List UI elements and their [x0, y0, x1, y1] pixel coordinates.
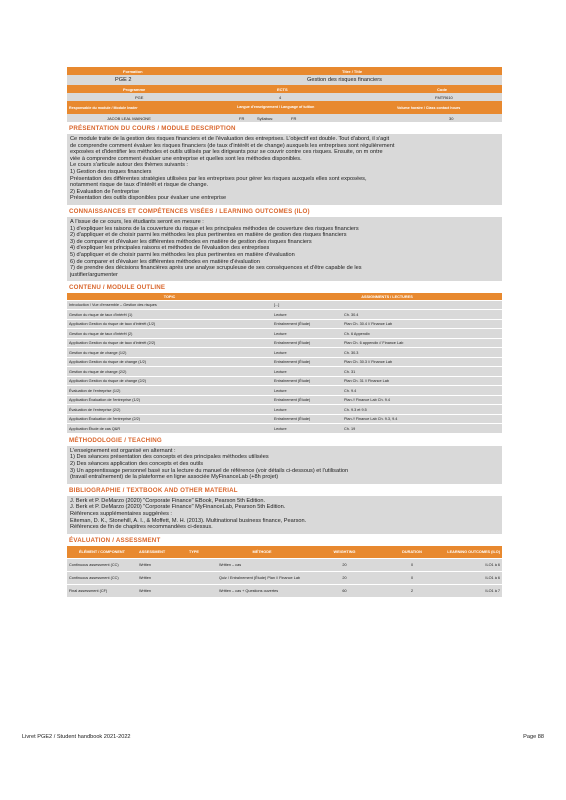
outline-topic: Évaluation de l'entreprise (2/2): [67, 405, 272, 415]
outline-assignment-type: Entraînement (Étude): [272, 338, 342, 348]
methodologie-line: L'enseignement est organisé en alternant :: [70, 447, 176, 454]
formation-value: PGE 2: [115, 77, 132, 83]
assessment-header-row: [67, 546, 502, 559]
outline-assignment-type: Entraînement (Étude): [272, 319, 342, 329]
duration-header: DURATION: [382, 546, 442, 559]
presentation-box: [67, 134, 502, 205]
bibliographie-line: J. Berk et P. DeMarzo (2020) "Corporate Finance" MyFinanceLab, Pearson 5th Edition.: [70, 504, 286, 511]
contenu-title: CONTENU / MODULE OUTLINE: [69, 284, 166, 292]
outline-row: [67, 367, 502, 377]
assessment-row: [67, 585, 502, 598]
assessment-ilo: ILO1 à 6: [442, 572, 502, 585]
outline-assignment-ref: Ch. 9.4: [342, 386, 502, 396]
assessment-weighting: 20: [307, 559, 382, 572]
topic-header: TOPIC: [67, 293, 272, 300]
outline-assignment-ref: Ch. 6 Appendix: [342, 329, 502, 339]
presentation-line: 2) Évaluation de l'entreprise: [70, 188, 140, 195]
assessment-row: [67, 572, 502, 585]
info-value-row-3: [67, 114, 502, 122]
assessment-method: Written – cas: [217, 559, 307, 572]
assessment-header: ASSESSMENT: [137, 546, 187, 559]
presentation-line: Présentation des différentes stratégies utilisées par les entreprises pour gérer les risques auxquels elles sont exposées,: [70, 175, 367, 182]
competences-line: 5) d'appliquer et de choisir parmi les méthodes les plus pertinentes en matière d'évaluation: [70, 251, 295, 258]
outline-topic: Application Gestion du risque de change (1/2): [67, 357, 272, 367]
outline-row: [67, 386, 502, 396]
outline-row: [67, 424, 502, 434]
outline-header-row: [67, 293, 502, 300]
info-value-row-1: [67, 75, 502, 85]
title-label: Titre / Title: [342, 68, 363, 74]
assessment-element: Continuous assessment (CC): [67, 559, 137, 572]
assessment-ilo: ILO1 à 7: [442, 585, 502, 598]
competences-box: [67, 217, 502, 281]
methodologie-line: (travail entraînement) de la plateforme en ligne associée MyFinanceLab (+8h projet): [70, 474, 279, 481]
assessment-type: [187, 572, 217, 585]
bibliographie-title: BIBLIOGRAPHIE / TEXTBOOK AND OTHER MATERIAL: [69, 486, 238, 494]
outline-table: [67, 293, 502, 434]
outline-assignment-type: [...]: [272, 300, 342, 310]
outline-topic: Évaluation de l'entreprise (1/2): [67, 386, 272, 396]
assignments-header: ASSIGNMENTS / LECTURES: [272, 293, 502, 300]
presentation-line: de comprendre comment évaluer les risques financiers (de taux d'intérêt et de change) auxquels les entreprises sont régulièrement: [70, 142, 395, 149]
course-sheet: [67, 67, 502, 598]
outline-row: [67, 310, 502, 320]
info-header-row-2: [67, 85, 502, 93]
bibliographie-box: [67, 496, 502, 534]
formation-label: Formation: [123, 68, 143, 74]
outline-row: [67, 376, 502, 386]
outline-topic: Application Gestion du risque de taux d'intérêt (1/2): [67, 319, 272, 329]
info-value-row-2: [67, 93, 502, 101]
presentation-line: viée à comprendre comment évaluer une entreprise et quelles sont les méthodes disponibles.: [70, 155, 302, 162]
outline-assignment-ref: Ch. 30.4: [342, 310, 502, 320]
outline-topic: Application Évaluation de l'entreprise (2/2): [67, 414, 272, 424]
assessment-weighting: 60: [307, 585, 382, 598]
ects-value: 4: [279, 94, 282, 100]
assessment-type: [187, 585, 217, 598]
methodologie-line: 1) Des séances présentation des concepts et des principales méthodes utilisées: [70, 454, 269, 461]
hours-value: 30: [449, 115, 454, 121]
outline-row: [67, 319, 502, 329]
assessment-duration: 0: [382, 572, 442, 585]
outline-assignment-type: Lecture: [272, 329, 342, 339]
syllabus-value: FR: [291, 115, 297, 121]
bibliographie-line: Références supplémentaires suggérées :: [70, 510, 172, 517]
language-label: Langue d'enseignement / Language of tuition: [237, 105, 315, 110]
code-label: Code: [437, 86, 447, 92]
element-header: ÉLÉMENT / COMPONENT: [67, 546, 137, 559]
outline-assignment-type: Entraînement (Étude): [272, 395, 342, 405]
presentation-line: notamment risque de taux d'intérêt et risque de change.: [70, 182, 209, 189]
assessment-duration: 0: [382, 559, 442, 572]
competences-line: 7) de prendre des décisions financières après une analyse scrupuleuse de ses conséquences et d'être capable de les: [70, 265, 362, 272]
info-header-row-3: [67, 101, 502, 114]
evaluation-title: ÉVALUATION / ASSESSMENT: [69, 536, 161, 544]
outline-assignment-type: Lecture: [272, 386, 342, 396]
hours-label: Volume horaire / Class contact hours: [397, 105, 461, 110]
competences-line: 3) de comparer et d'évaluer les différentes méthodes en matière de gestion des risques financiers: [70, 238, 312, 245]
assessment-method: Quiz / Entraînement (Étude) Plan // Finance Lab: [217, 572, 307, 585]
outline-assignment-ref: Plan // Finance Lab Ch. 9.3, 9.4: [342, 414, 502, 424]
outline-row: [67, 395, 502, 405]
weighting-header: WEIGHTING: [307, 546, 382, 559]
outline-assignment-ref: [342, 300, 502, 310]
outline-topic: Application Gestion du risque de taux d'intérêt (2/2): [67, 338, 272, 348]
methodologie-title: MÉTHODOLOGIE / TEACHING: [69, 436, 162, 444]
info-header-row-1: [67, 67, 502, 75]
outline-row: [67, 300, 502, 310]
methodologie-line: 3) Un apprentissage personnel basé sur la lecture du manuel de référence (voir détails ci-dessous) et l'utilisation: [70, 467, 349, 474]
outline-topic: Application Gestion du risque de change (2/2): [67, 376, 272, 386]
bibliographie-line: Références de fin de chapitres recommandées ci-dessus.: [70, 524, 213, 531]
presentation-line: exposées et d'identifier les méthodes et outils utilisés par les dirigeants pour se couvrir contre ces risques. Ensuite, on m ontre: [70, 149, 383, 156]
responsible-label: Responsable du module / Module leader: [69, 105, 138, 110]
assessment-type: [187, 559, 217, 572]
assessment-table: [67, 546, 502, 599]
assessment-kind: Written: [137, 559, 187, 572]
outline-row: [67, 338, 502, 348]
outline-row: [67, 348, 502, 358]
competences-line: justifier/argumenter: [70, 271, 118, 278]
responsible-value: JACOB LEAL MAINONE: [107, 115, 151, 121]
outline-topic: Application Étude de cas Q&R: [67, 424, 272, 434]
outline-topic: Gestion du risque de change (1/2): [67, 348, 272, 358]
outline-row: [67, 329, 502, 339]
presentation-line: Présentation des outils disponibles pour évaluer une entreprise: [70, 195, 227, 202]
outline-topic: Gestion du risque de taux d'intérêt (2): [67, 329, 272, 339]
assessment-duration: 2: [382, 585, 442, 598]
outline-topic: Gestion du risque de taux d'intérêt (1): [67, 310, 272, 320]
outline-topic: Introduction / Vue d'ensemble – Gestion des risques: [67, 300, 272, 310]
presentation-line: Ce module traite de la gestion des risques financiers et de l'évaluation des entreprises. L'objectif est double. Tout d'abord, il s'agit: [70, 136, 390, 142]
outline-assignment-ref: Plan // Finance Lab Ch. 9.4: [342, 395, 502, 405]
outline-assignment-type: Entraînement (Étude): [272, 376, 342, 386]
outline-assignment-type: Lecture: [272, 367, 342, 377]
program-value: PGE: [135, 94, 144, 100]
assessment-kind: Written: [137, 572, 187, 585]
outline-assignment-type: Entraînement (Étude): [272, 414, 342, 424]
ilo-header: LEARNING OUTCOMES (ILO): [442, 546, 502, 559]
outline-row: [67, 414, 502, 424]
outline-topic: Application Évaluation de l'entreprise (1/2): [67, 395, 272, 405]
outline-assignment-ref: Plan Ch. 30.4 // Finance Lab: [342, 319, 502, 329]
competences-line: 4) d'expliquer les principales raisons et méthodes de l'évaluation des entreprises: [70, 245, 270, 252]
language-value: FR: [239, 115, 245, 121]
outline-assignment-type: Lecture: [272, 424, 342, 434]
outline-row: [67, 405, 502, 415]
competences-line: 1) d'expliquer les raisons de la couverture du risque et les principales méthodes de couverture des risques financiers: [70, 225, 359, 232]
outline-assignment-type: Lecture: [272, 348, 342, 358]
outline-assignment-ref: Plan Ch. 31 // Finance Lab: [342, 376, 502, 386]
presentation-line: 1) Gestion des risques financiers: [70, 168, 152, 175]
presentation-title: PRÉSENTATION DU COURS / MODULE DESCRIPTION: [69, 125, 236, 132]
assessment-element: Continuous assessment (CC): [67, 572, 137, 585]
outline-assignment-ref: Ch. 19: [342, 424, 502, 434]
competences-line: À l'issue de ce cours, les étudiants seront en mesure :: [70, 218, 204, 225]
program-label: Programme: [123, 86, 146, 92]
ects-label: ECTS: [277, 86, 288, 92]
bibliographie-line: J. Berk et P. DeMarzo (2020) "Corporate Finance" EBook, Pearson 5th Edition.: [70, 497, 266, 504]
page-footer: [22, 734, 544, 740]
syllabus-label: Syllabus:: [257, 115, 274, 121]
methodologie-box: [67, 446, 502, 484]
outline-assignment-type: Lecture: [272, 310, 342, 320]
title-value: Gestion des risques financiers: [307, 77, 382, 83]
assessment-kind: Written: [137, 585, 187, 598]
competences-line: 2) d'appliquer et de choisir parmi les méthodes les plus pertinentes en matière de gestion des risques financiers: [70, 232, 347, 239]
bibliographie-line: Eiteman, D. K., Stonehill, A. I., & Moffett, M. H. (2013). Multinational business finance, Pearson.: [70, 517, 307, 524]
assessment-weighting: 20: [307, 572, 382, 585]
outline-assignment-ref: Ch. 9.3 et 9.5: [342, 405, 502, 415]
methodologie-line: 2) Des séances application des concepts et des outils: [70, 460, 204, 467]
assessment-element: Final assessment (CF): [67, 585, 137, 598]
type-header: TYPE: [187, 546, 217, 559]
assessment-ilo: ILO1 à 6: [442, 559, 502, 572]
footer-handbook: Livret PGE2 / Student handbook 2021-2022: [22, 734, 131, 740]
outline-assignment-ref: Ch. 30.3: [342, 348, 502, 358]
outline-assignment-type: Lecture: [272, 405, 342, 415]
outline-assignment-ref: Ch. 31: [342, 367, 502, 377]
outline-row: [67, 357, 502, 367]
competences-title: CONNAISSANCES ET COMPÉTENCES VISÉES / LEARNING OUTCOMES (ILO): [69, 207, 310, 215]
method-header: MÉTHODE: [217, 546, 307, 559]
footer-page-number: Page 88: [523, 734, 544, 740]
presentation-line: Le cours s'articule autour des thèmes suivants :: [70, 162, 188, 169]
assessment-method: Written – cas + Questions ouvertes: [217, 585, 307, 598]
outline-assignment-ref: Plan Ch. 6 appendix // Finance Lab: [342, 338, 502, 348]
outline-assignment-type: Entraînement (Étude): [272, 357, 342, 367]
code-value: FMTR610: [435, 94, 453, 100]
competences-line: 6) de comparer et d'évaluer les différentes méthodes en matière d'évaluation: [70, 258, 260, 265]
outline-assignment-ref: Plan Ch. 30.3 // Finance Lab: [342, 357, 502, 367]
outline-topic: Gestion du risque de change (2/2): [67, 367, 272, 377]
assessment-row: [67, 559, 502, 572]
